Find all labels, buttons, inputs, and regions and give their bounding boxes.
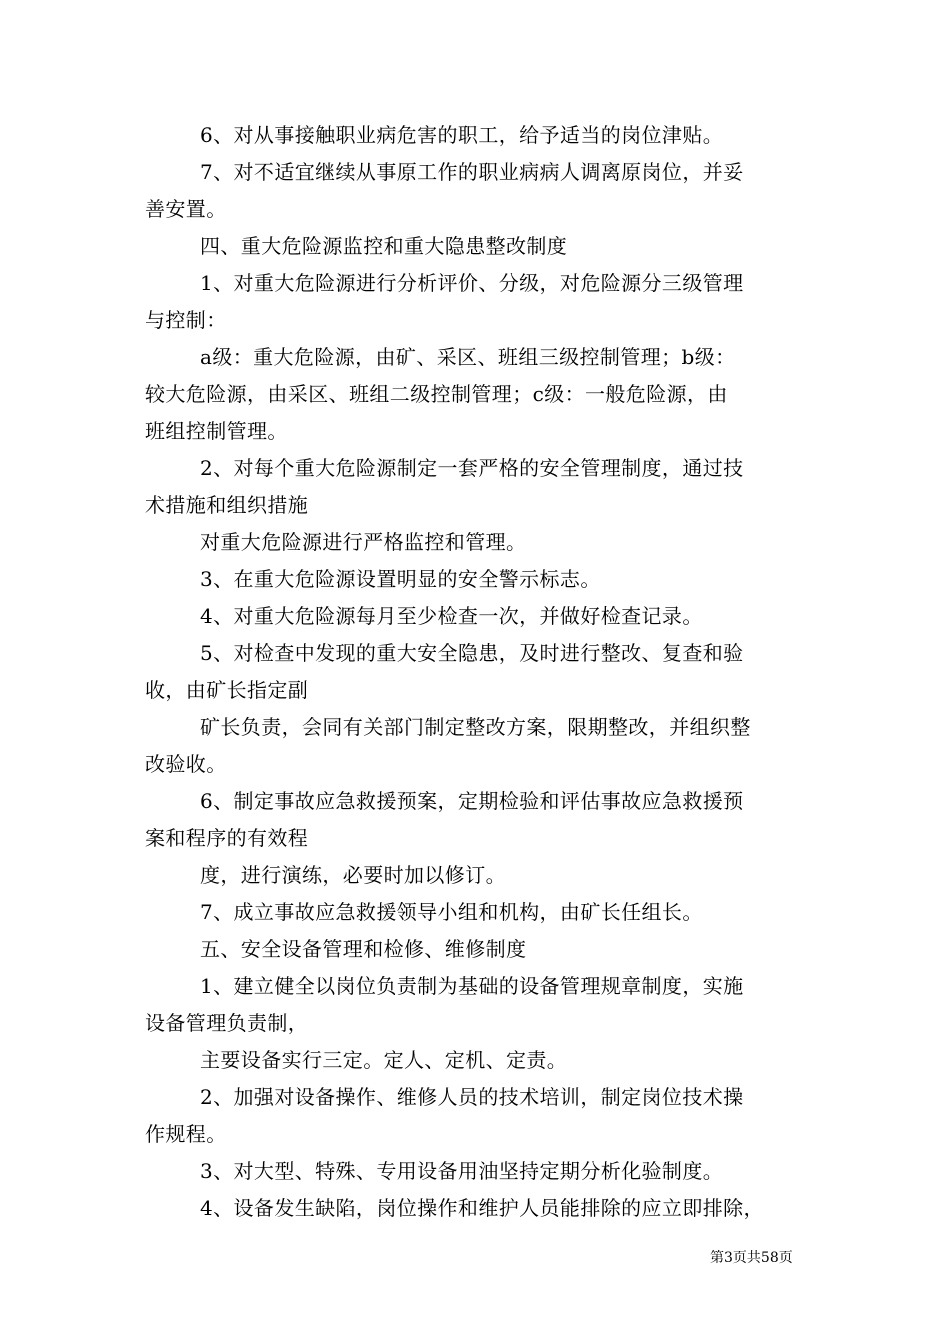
text-line: 2、对每个重大危险源制定一套严格的安全管理制度，通过技 — [200, 456, 744, 480]
text-line: 6、对从事接触职业病危害的职工，给予适当的岗位津贴。 — [200, 123, 724, 147]
text-line: 1、建立健全以岗位负责制为基础的设备管理规章制度，实施 — [200, 974, 744, 998]
text-line: 4、设备发生缺陷，岗位操作和维护人员能排除的应立即排除， — [200, 1196, 764, 1220]
text-line: 较大危险源，由采区、班组二级控制管理；c级：一般危险源，由 — [145, 382, 728, 406]
text-line: 与控制： — [145, 308, 227, 332]
text-line: 7、成立事故应急救援领导小组和机构，由矿长任组长。 — [200, 900, 703, 924]
text-line: 班组控制管理。 — [145, 419, 288, 443]
text-line: 2、加强对设备操作、维修人员的技术培训，制定岗位技术操 — [200, 1085, 744, 1109]
text-line: 术措施和组织措施 — [145, 493, 309, 517]
text-line: 矿长负责，会同有关部门制定整改方案，限期整改，并组织整 — [200, 715, 751, 739]
page-number: 第3页共58页 — [710, 1250, 793, 1266]
text-line: 5、对检查中发现的重大安全隐患，及时进行整改、复查和验 — [200, 641, 744, 665]
text-line: 1、对重大危险源进行分析评价、分级，对危险源分三级管理 — [200, 271, 744, 295]
section-heading: 五、安全设备管理和检修、维修制度 — [200, 937, 527, 961]
text-line: 设备管理负责制， — [145, 1011, 309, 1035]
text-line: 作规程。 — [145, 1122, 227, 1146]
text-line: 6、制定事故应急救援预案，定期检验和评估事故应急救援预 — [200, 789, 744, 813]
text-line: 4、对重大危险源每月至少检查一次，并做好检查记录。 — [200, 604, 703, 628]
text-line: a级：重大危险源，由矿、采区、班组三级控制管理；b级： — [200, 345, 736, 369]
text-line: 主要设备实行三定。定人、定机、定责。 — [200, 1048, 568, 1072]
text-line: 7、对不适宜继续从事原工作的职业病病人调离原岗位，并妥 — [200, 160, 744, 184]
text-line: 改验收。 — [145, 752, 227, 776]
text-line: 度，进行演练，必要时加以修订。 — [200, 863, 506, 887]
text-line: 对重大危险源进行严格监控和管理。 — [200, 530, 527, 554]
text-line: 3、在重大危险源设置明显的安全警示标志。 — [200, 567, 601, 591]
section-heading: 四、重大危险源监控和重大隐患整改制度 — [200, 234, 568, 258]
text-line: 3、对大型、特殊、专用设备用油坚持定期分析化验制度。 — [200, 1159, 724, 1183]
text-line: 善安置。 — [145, 197, 227, 221]
document-body — [145, 117, 810, 1227]
text-line: 收，由矿长指定副 — [145, 678, 309, 702]
text-line: 案和程序的有效程 — [145, 826, 309, 850]
